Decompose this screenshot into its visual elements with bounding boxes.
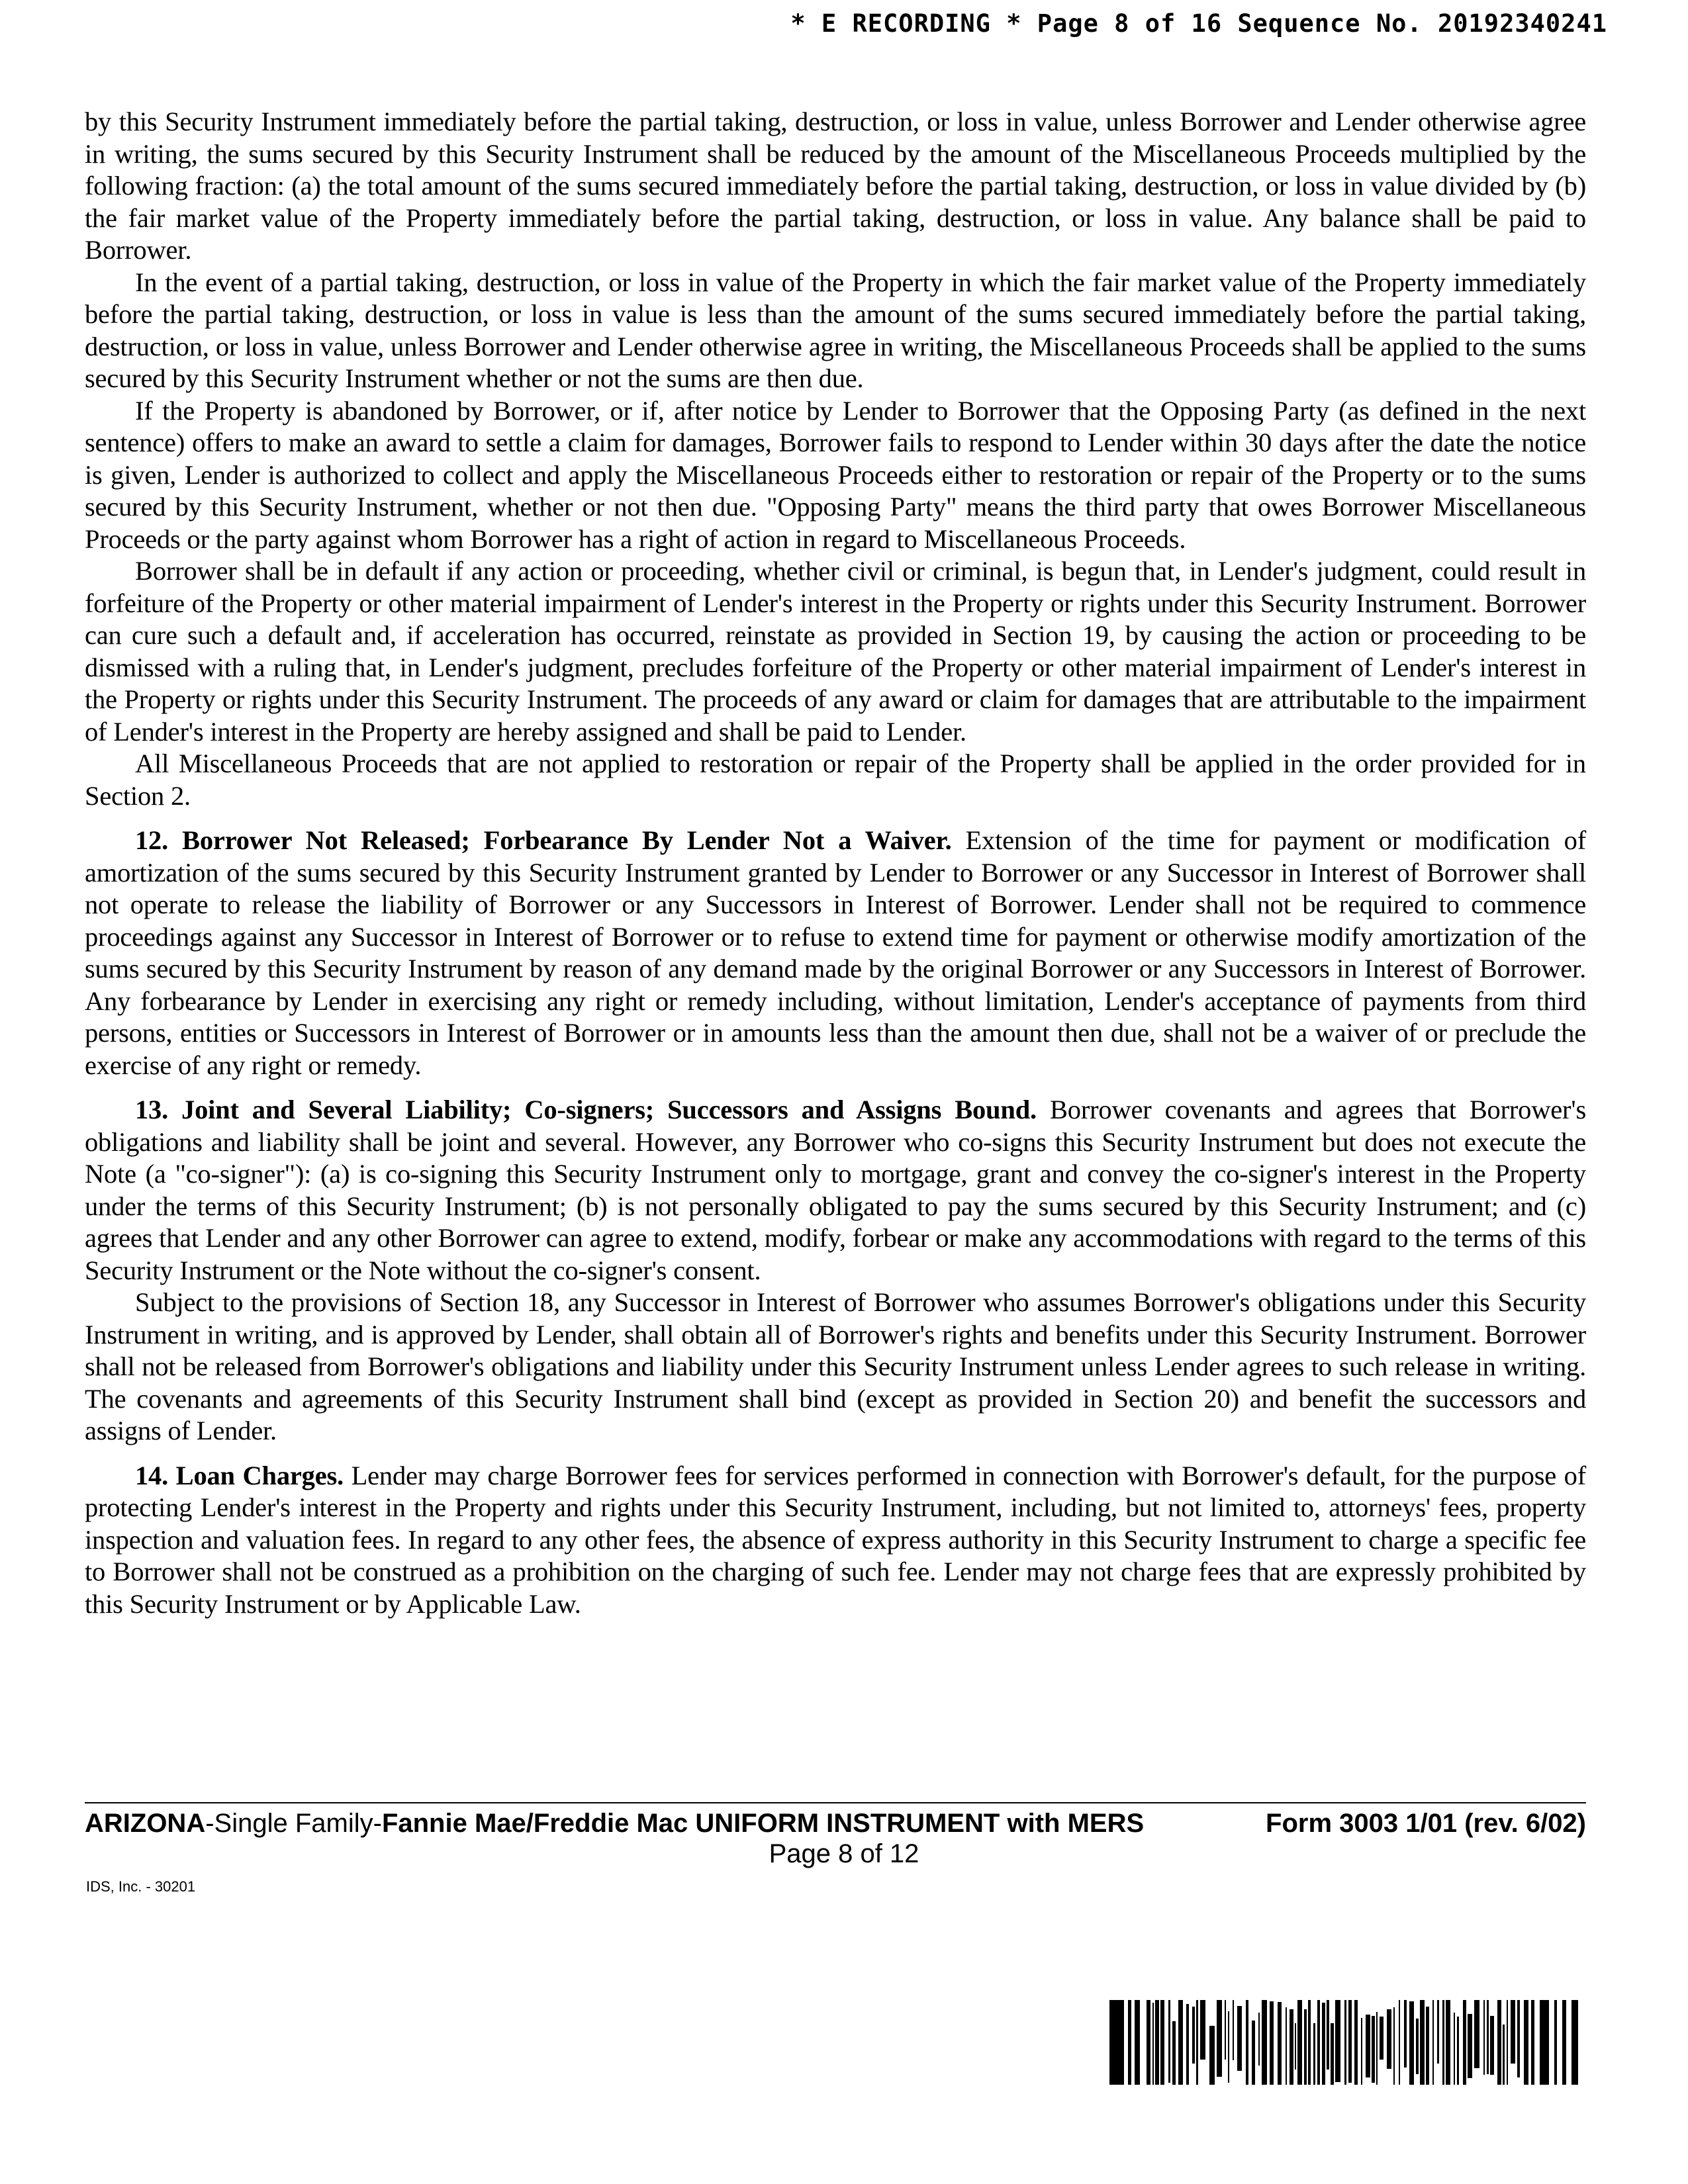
section-14 [85,1460,1586,1621]
vendor-code: IDS, Inc. - 30201 [86,1878,196,1895]
section-13 [85,1094,1586,1287]
section-13-title: 13. Joint and Several Liability; Co-signers; Successors and Assigns Bound. [135,1095,1037,1124]
footer-instrument: Fannie Mae/Freddie Mac UNIFORM INSTRUMENT with MERS [381,1809,1145,1838]
recording-header: * E RECORDING * Page 8 of 16 Sequence No. 20192340241 [790,9,1607,38]
section-12 [85,825,1586,1081]
footer-state: ARIZONA [85,1809,206,1838]
paragraph-partial-taking: In the event of a partial taking, destruction, or loss in value of the Property in which the fair market value of the Property immediately before the partial taking, destruction, or loss in value is less than the amount of the sums secured immediately before the partial taking, destruction, or loss in value, unless Borrower and Lender otherwise agree in writing, the Miscellaneous Proceeds shall be applied to the sums secured by this Security Instrument whether or not the sums are then due. [85,267,1586,393]
section-13-paragraph-2: Subject to the provisions of Section 18, any Successor in Interest of Borrower who assumes Borrower's obligations under this Security Instrument in writing, and is approved by Lender, shall obtain all of Borrower's rights and benefits under this Security Instrument. Borrower shall not be released from Borrower's obligations and liability under this Security Instrument unless Lender agrees to such release in writing. The covenants and agreements of this Security Instrument shall bind (except as provided in Section 20) and benefit the successors and assigns of Lender. [85,1287,1586,1445]
paragraph-abandoned: If the Property is abandoned by Borrower, or if, after notice by Lender to Borrower that the Opposing Party (as defined in the next sentence) offers to make an award to settle a claim for damages, Borrower fails to respond to Lender within 30 days after the date the notice is given, Lender is authorized to collect and apply the Miscellaneous Proceeds either to restoration or repair of the Property or to the sums secured by this Security Instrument, whether or not then due. "Opposing Party" means the third party that owes Borrower Miscellaneous Proceeds or the party against whom Borrower has a right of action in regard to Miscellaneous Proceeds. [85,395,1586,554]
footer-form-title [85,1808,1144,1839]
footer-form-number: Form 3003 1/01 (rev. 6/02) [1266,1809,1586,1838]
footer-family: -Single Family- [205,1809,382,1838]
footer-page-number: Page 8 of 12 [769,1839,919,1868]
footer-divider [85,1802,1586,1803]
section-13-text: Borrower covenants and agrees that Borrower's obligations and liability shall be joint and several. However, any Borrower who co-signs this Security Instrument but does not execute the Note (a "co-signer"): (a) is co-signing this Security Instrument only to mortgage, grant and convey the co-signer's interest in the Property under the terms of this Security Instrument; (b) is not personally obligated to pay the sums secured by this Security Instrument; and (c) agrees that Lender and any other Borrower can agree to extend, modify, forbear or make any accommodations with regard to the terms of this Security Instrument or the Note without the co-signer's consent. [85,1095,1586,1285]
section-14-title: 14. Loan Charges. [135,1460,344,1490]
document-body [85,106,1586,1620]
section-12-text: Extension of the time for payment or modification of amortization of the sums secured by this Security Instrument granted by Lender to Borrower or any Successor in Interest of Borrower shall not operate to release the liability of Borrower or any Successors in Interest of Borrower. Lender shall not be required to commence proceedings against any Successor in Interest of Borrower or to refuse to extend time for payment or otherwise modify amortization of the sums secured by this Security Instrument by reason of any demand made by the original Borrower or any Successors in Interest of Borrower. Any forbearance by Lender in exercising any right or remedy including, without limitation, Lender's acceptance of payments from third persons, entities or Successors in Interest of Borrower or in amounts less than the amount then due, shall not be a waiver of or preclude the exercise of any right or remedy. [85,825,1586,1080]
barcode-icon [1109,2000,1578,2085]
section-14-text: Lender may charge Borrower fees for services performed in connection with Borrower's default, for the purpose of protecting Lender's interest in the Property and rights under this Security Instrument, including, but not limited to, attorneys' fees, property inspection and valuation fees. In regard to any other fees, the absence of express authority in this Security Instrument to charge a specific fee to Borrower shall not be construed as a prohibition on the charging of such fee. Lender may not charge fees that are expressly prohibited by this Security Instrument or by Applicable Law. [85,1460,1586,1619]
paragraph-misc-proceeds: All Miscellaneous Proceeds that are not applied to restoration or repair of the Property shall be applied in the order provided for in Section 2. [85,749,1586,811]
paragraph-default: Borrower shall be in default if any action or proceeding, whether civil or criminal, is begun that, in Lender's judgment, could result in forfeiture of the Property or other material impairment of Lender's interest in the Property or rights under this Security Instrument. Borrower can cure such a default and, if acceleration has occurred, reinstate as provided in Section 19, by causing the action or proceeding to be dismissed with a ruling that, in Lender's judgment, precludes forfeiture of the Property or other material impairment of Lender's interest in the Property or rights under this Security Instrument. The proceeds of any award or claim for damages that are attributable to the impairment of Lender's interest in the Property are hereby assigned and shall be paid to Lender. [85,556,1586,747]
section-12-title: 12. Borrower Not Released; Forbearance By Lender Not a Waiver. [135,825,952,855]
paragraph-continuation: by this Security Instrument immediately before the partial taking, destruction, or loss in value, unless Borrower and Lender otherwise agree in writing, the sums secured by this Security Instrument shall be reduced by the amount of the Miscellaneous Proceeds multiplied by the following fraction: (a) the total amount of the sums secured immediately before the partial taking, destruction, or loss in value divided by (b) the fair market value of the Property immediately before the partial taking, destruction, or loss in value. Any balance shall be paid to Borrower. [85,107,1586,265]
